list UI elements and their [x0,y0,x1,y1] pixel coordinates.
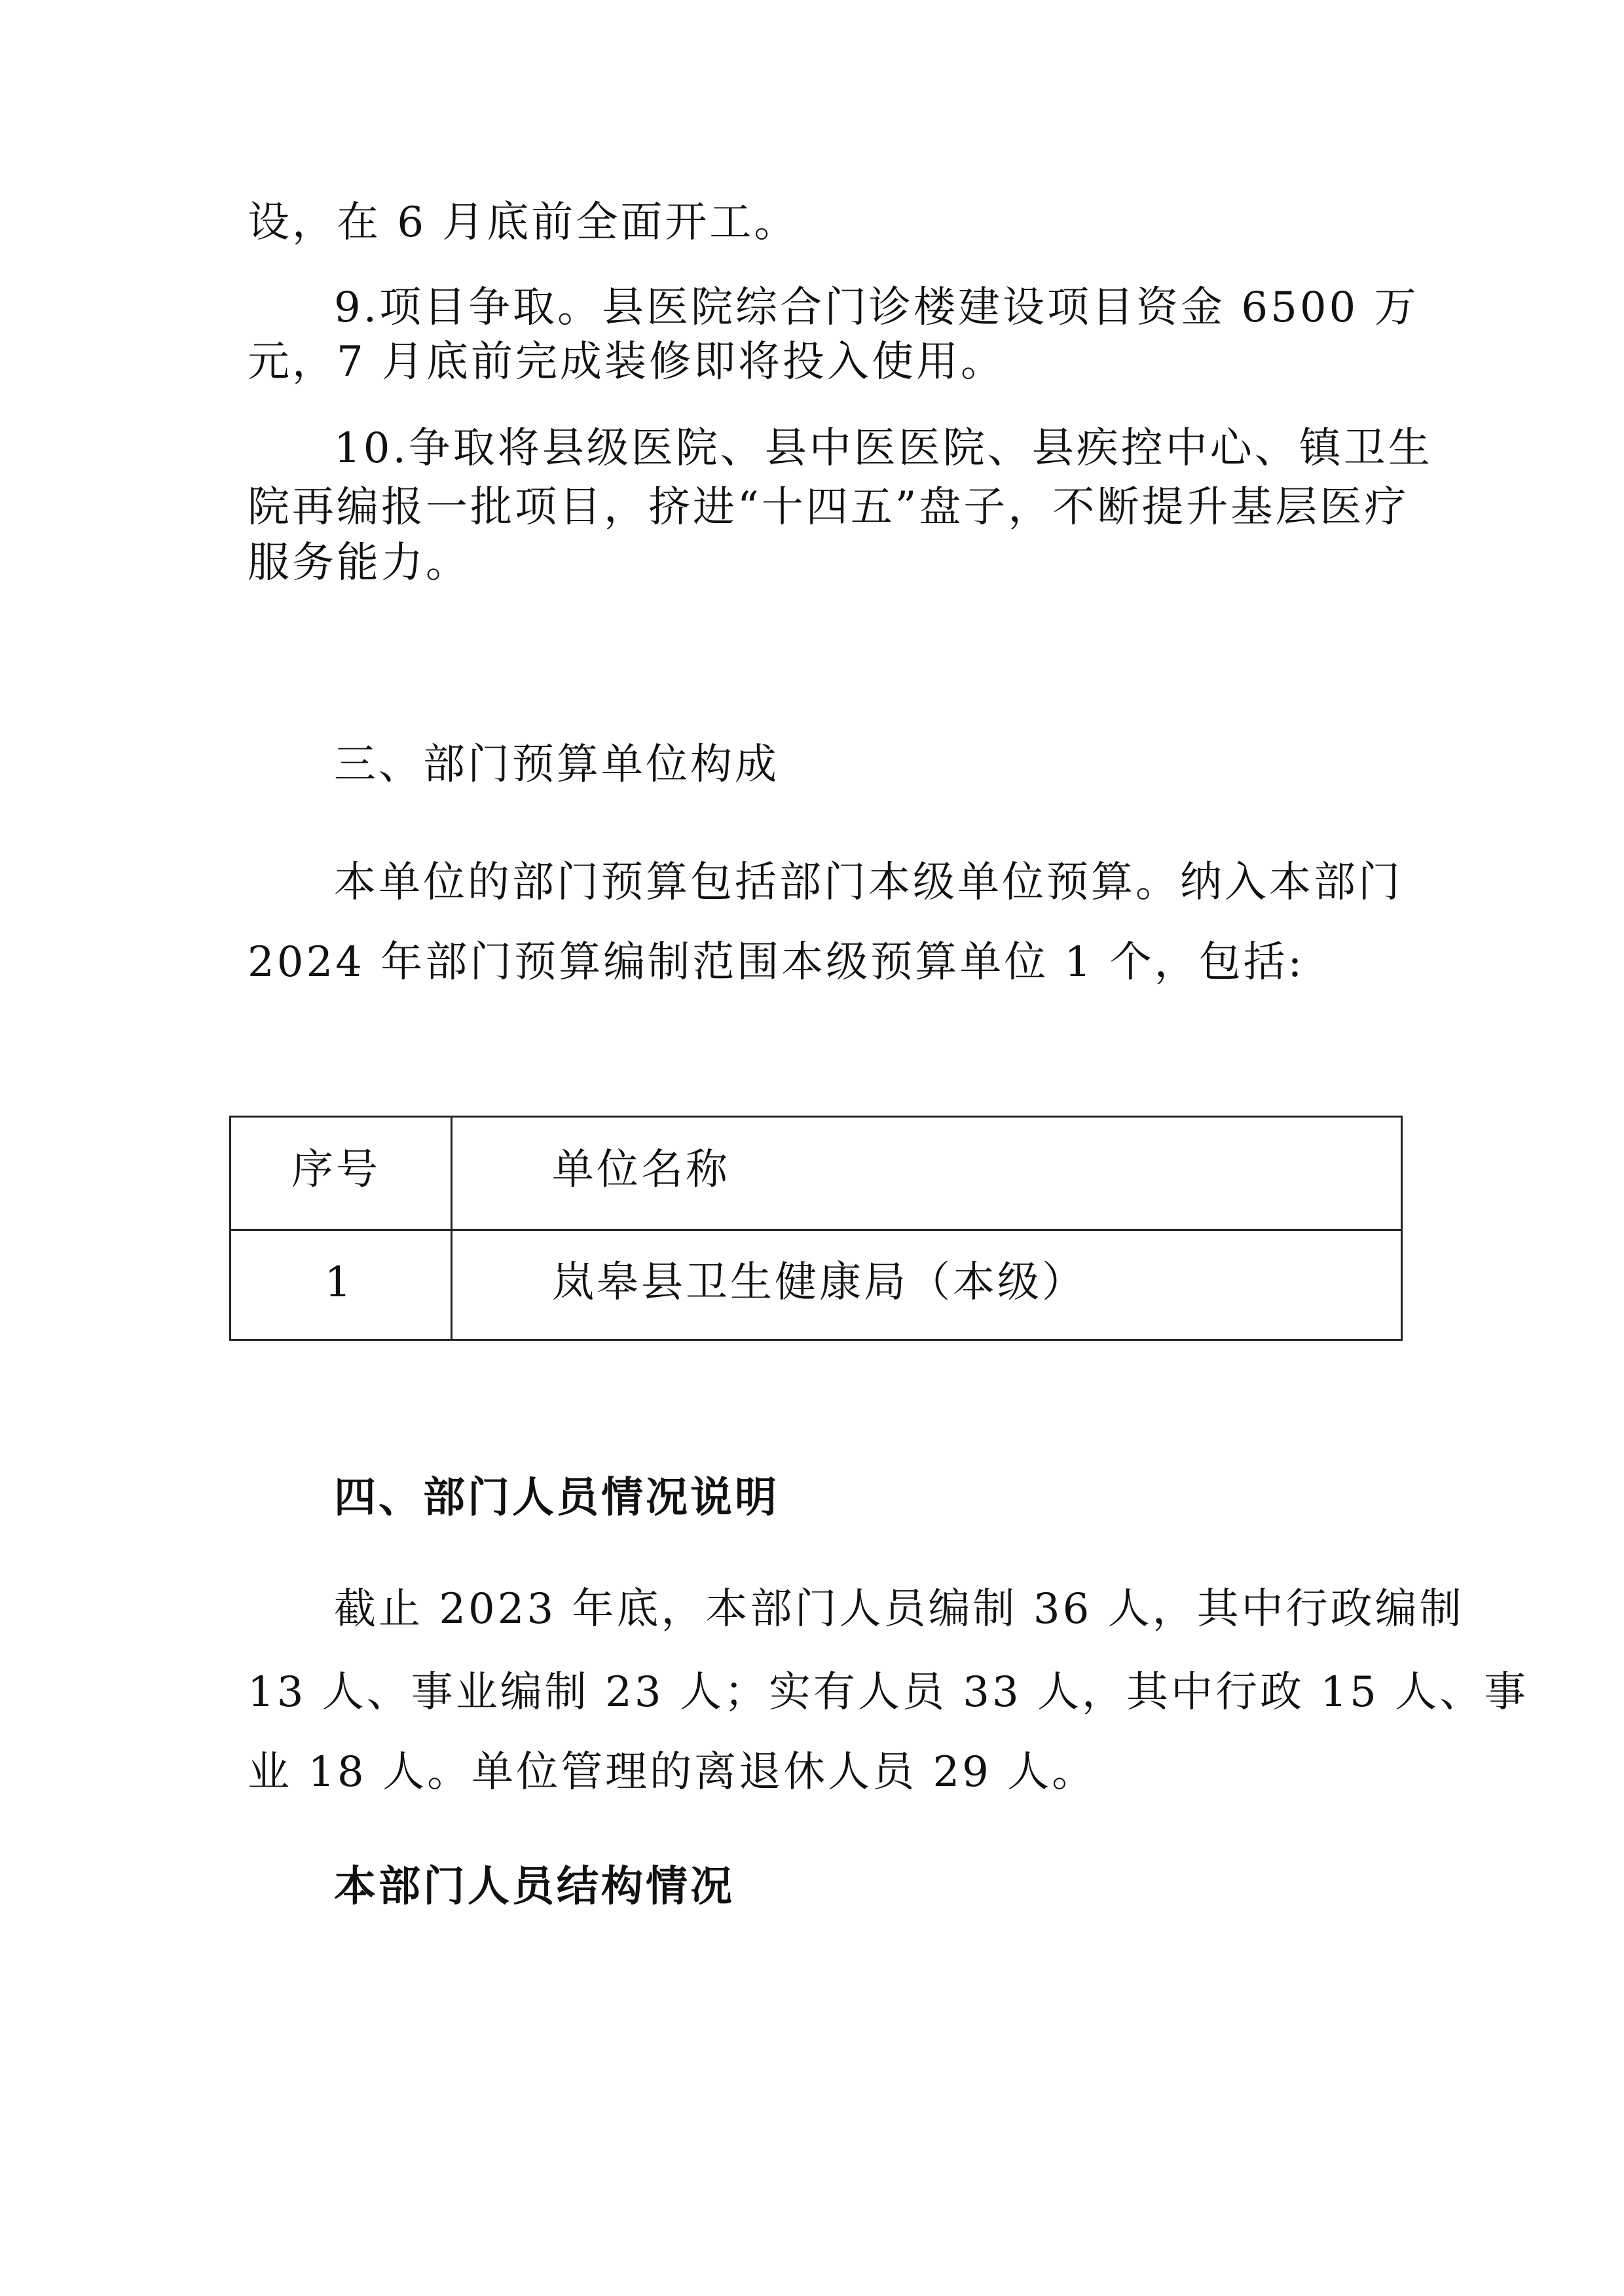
section-heading: 三、部门预算单位构成 [334,740,779,789]
paragraph-line: 业 18 人。单位管理的离退休人员 29 人。 [248,1748,1097,1796]
paragraph-line: 截止 2023 年底，本部门人员编制 36 人，其中行政编制 [334,1585,1464,1633]
paragraph-line: 元，7 月底前完成装修即将投入使用。 [248,338,1006,386]
table-divider [451,1118,452,1339]
section-heading: 四、部门人员情况说明 [334,1473,779,1522]
paragraph-line: 设，在 6 月底前全面开工。 [248,198,799,247]
table-cell: 1 [324,1258,354,1307]
section-subheading: 本部门人员结构情况 [334,1862,735,1911]
budget-unit-table [229,1116,1403,1341]
paragraph-line: 9.项目争取。县医院综合门诊楼建设项目资金 6500 万 [334,283,1419,332]
table-cell: 岚皋县卫生健康局（本级） [552,1258,1086,1307]
table-header-cell: 序号 [291,1146,380,1194]
paragraph-line: 院再编报一批项目，挤进“十四五”盘子，不断提升基层医疗 [248,483,1409,532]
paragraph-line: 2024 年部门预算编制范围本级预算单位 1 个，包括: [248,938,1305,987]
table-header-cell: 单位名称 [552,1146,730,1194]
table-row [231,1229,1401,1340]
paragraph-line: 服务能力。 [248,539,470,587]
paragraph-line: 本单位的部门预算包括部门本级单位预算。纳入本部门 [334,858,1403,907]
table-header-row [231,1118,1401,1231]
paragraph-line: 10.争取将县级医院、县中医医院、县疾控中心、镇卫生 [334,424,1433,473]
paragraph-line: 13 人、事业编制 23 人；实有人员 33 人，其中行政 15 人、事 [248,1668,1529,1717]
